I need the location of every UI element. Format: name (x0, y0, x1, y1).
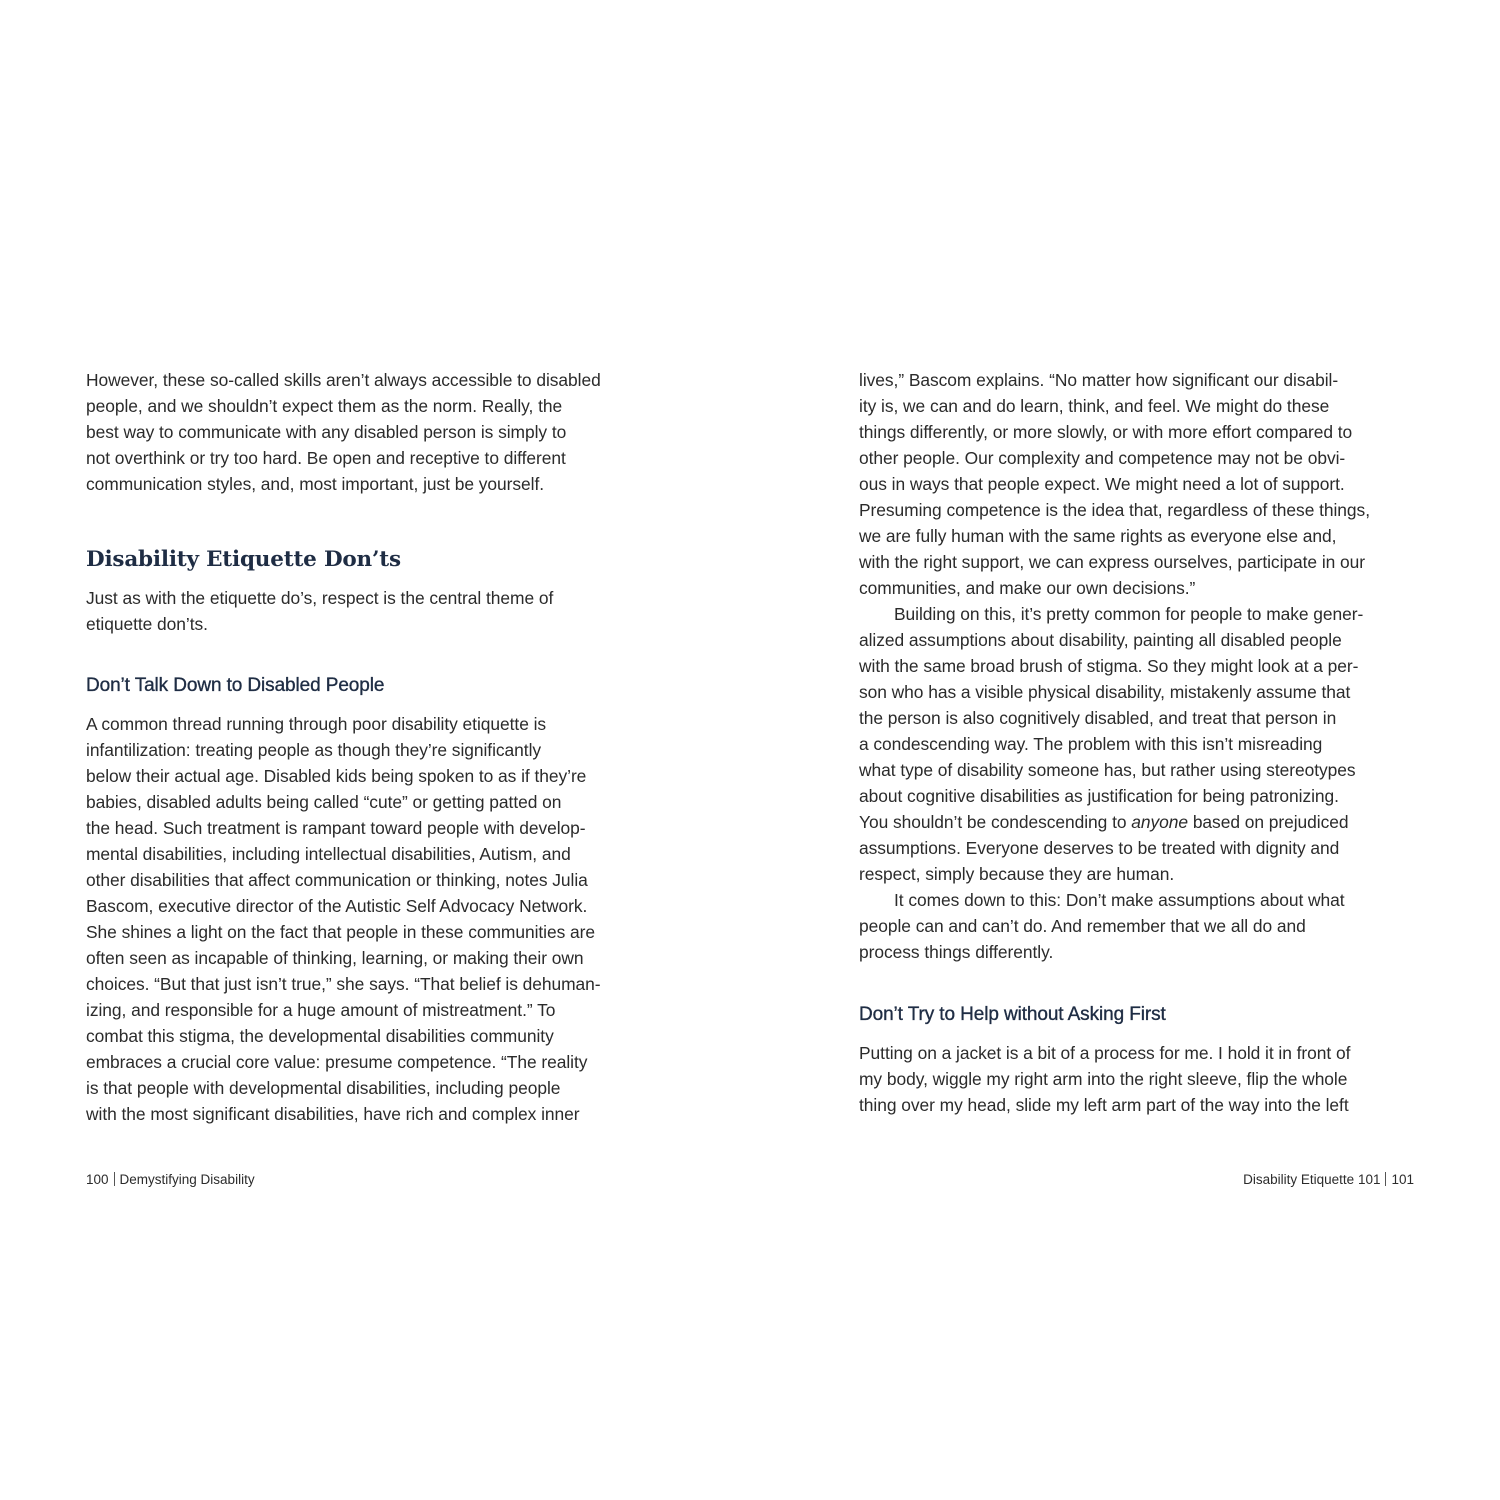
quote-continuation-paragraph (859, 367, 1419, 601)
text-line: with the same broad brush of stigma. So they might look at a per- (859, 656, 1359, 676)
text-line: best way to communicate with any disabled person is simply to (86, 422, 567, 442)
emphasis-text: anyone (1131, 812, 1189, 832)
spacer (86, 637, 646, 673)
text-line: people can and can’t do. And remember that we all do and (859, 916, 1306, 936)
text-line: other people. Our complexity and competence may not be obvi- (859, 448, 1346, 468)
text-line: mental disabilities, including intellectual disabilities, Autism, and (86, 844, 571, 864)
text-line: thing over my head, slide my left arm part of the way into the left (859, 1095, 1349, 1115)
spacer (86, 573, 646, 585)
text-line: often seen as incapable of thinking, learning, or making their own (86, 948, 584, 968)
text-line: Bascom, executive director of the Autistic Self Advocacy Network. (86, 896, 588, 916)
text-line: babies, disabled adults being called “cute” or getting patted on (86, 792, 562, 812)
text-line: what type of disability someone has, but rather using stereotypes (859, 760, 1356, 780)
text-line: Building on this, it’s pretty common for people to make gener- (894, 604, 1364, 624)
text-line: etiquette don’ts. (86, 614, 208, 634)
text-line: Putting on a jacket is a bit of a process for me. I hold it in front of (859, 1043, 1351, 1063)
text-line: with the right support, we can express ourselves, participate in our (859, 552, 1366, 572)
text-line: communities, and make our own decisions.” (859, 578, 1196, 598)
running-title: Demystifying Disability (119, 1172, 255, 1187)
text-line: a condescending way. The problem with this isn’t misreading (859, 734, 1323, 754)
text-line: Just as with the etiquette do’s, respect is the central theme of (86, 588, 554, 608)
spacer (859, 1028, 1419, 1040)
text-line: the head. Such treatment is rampant toward people with develop- (86, 818, 586, 838)
left-page (86, 367, 646, 1127)
section-intro-paragraph (86, 585, 646, 637)
body-paragraph (859, 601, 1419, 887)
page-number: 100 (86, 1172, 109, 1187)
text-line: alized assumptions about disability, painting all disabled people (859, 630, 1342, 650)
text-line: we are fully human with the same rights as everyone else and, (859, 526, 1337, 546)
text-run: You shouldn’t be condescending to (859, 812, 1132, 832)
text-line: It comes down to this: Don’t make assumptions about what (894, 890, 1345, 910)
text-line: ous in ways that people expect. We might need a lot of support. (859, 474, 1345, 494)
text-line: izing, and responsible for a huge amount of mistreatment.” To (86, 1000, 556, 1020)
folio-divider (1385, 1172, 1386, 1186)
text-line: respect, simply because they are human. (859, 864, 1175, 884)
text-line: lives,” Bascom explains. “No matter how significant our disabil- (859, 370, 1339, 390)
text-line: things differently, or more slowly, or with more effort compared to (859, 422, 1353, 442)
text-line: choices. “But that just isn’t true,” she says. “That belief is dehuman- (86, 974, 601, 994)
spacer (859, 965, 1419, 1002)
section-heading: Disability Etiquette Don’ts (86, 547, 401, 572)
subsection-heading: Don’t Try to Help without Asking First (859, 1004, 1166, 1025)
text-line: not overthink or try too hard. Be open and receptive to different (86, 448, 566, 468)
body-paragraph (859, 887, 1419, 965)
folio-divider (114, 1172, 115, 1186)
text-line: ity is, we can and do learn, think, and feel. We might do these (859, 396, 1330, 416)
body-paragraph (86, 711, 646, 1127)
text-line: A common thread running through poor disability etiquette is (86, 714, 547, 734)
text-line: Presuming competence is the idea that, regardless of these things, (859, 500, 1370, 520)
left-folio (86, 1172, 255, 1187)
intro-paragraph (86, 367, 646, 497)
text-line: below their actual age. Disabled kids being spoken to as if they’re (86, 766, 587, 786)
text-line: with the most significant disabilities, have rich and complex inner (86, 1104, 580, 1124)
spacer (86, 699, 646, 711)
text-line: is that people with developmental disabilities, including people (86, 1078, 561, 1098)
text-line: However, these so-called skills aren’t always accessible to disabled (86, 370, 601, 390)
text-line: infantilization: treating people as though they’re significantly (86, 740, 542, 760)
text-line: combat this stigma, the developmental disabilities community (86, 1026, 554, 1046)
text-run: based on prejudiced (1188, 812, 1349, 832)
text-line: the person is also cognitively disabled, and treat that person in (859, 708, 1337, 728)
text-line: assumptions. Everyone deserves to be treated with dignity and (859, 838, 1340, 858)
text-line: about cognitive disabilities as justification for being patronizing. (859, 786, 1339, 806)
body-paragraph (859, 1040, 1419, 1118)
subsection-heading: Don’t Talk Down to Disabled People (86, 675, 385, 696)
text-line: embraces a crucial core value: presume competence. “The reality (86, 1052, 588, 1072)
page-number: 101 (1391, 1172, 1414, 1187)
text-line-with-emphasis (859, 809, 1419, 835)
text-line: son who has a visible physical disability, mistakenly assume that (859, 682, 1351, 702)
text-line: process things differently. (859, 942, 1054, 962)
right-page (859, 367, 1419, 1118)
right-folio (1243, 1172, 1414, 1187)
text-line: other disabilities that affect communication or thinking, notes Julia (86, 870, 588, 890)
text-line: She shines a light on the fact that people in these communities are (86, 922, 596, 942)
text-line: communication styles, and, most important, just be yourself. (86, 474, 545, 494)
text-line: people, and we shouldn’t expect them as the norm. Really, the (86, 396, 563, 416)
text-line: my body, wiggle my right arm into the right sleeve, flip the whole (859, 1069, 1348, 1089)
running-title: Disability Etiquette 101 (1243, 1172, 1381, 1187)
spacer (86, 497, 646, 547)
